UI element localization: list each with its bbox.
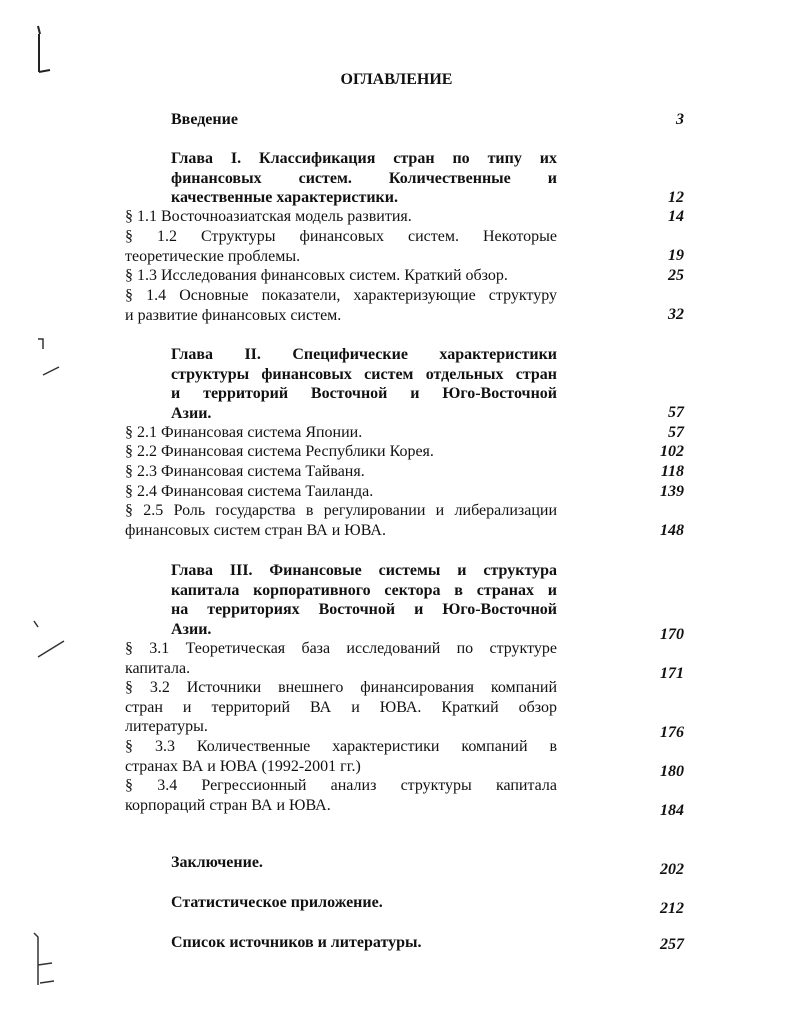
toc-section-2-4-page: 139	[660, 483, 684, 500]
toc-section-3-3-page: 180	[660, 763, 684, 780]
toc-section-3-3[interactable]: § 3.3 Количественные характеристики компаний в странах ВА и ЮВА (1992-2001 гг.)	[125, 738, 557, 775]
toc-section-1-2[interactable]: § 1.2 Структуры финансовых систем. Некоторые теоретические проблемы.	[125, 228, 557, 265]
toc-intro-page: 3	[676, 111, 684, 128]
toc-section-2-4[interactable]: § 2.4 Финансовая система Таиланда.	[125, 483, 374, 500]
toc-section-1-3[interactable]: § 1.3 Исследования финансовых систем. Краткий обзор.	[125, 267, 508, 284]
toc-chapter-2[interactable]: Глава II. Специфические характеристики структуры финансовых систем отдельных стран и территорий Восточной и Юго-Восточной Азии.	[171, 346, 557, 422]
toc-section-1-4[interactable]: § 1.4 Основные показатели, характеризующие структуру и развитие финансовых систем.	[125, 287, 557, 324]
toc-section-1-1-page: 14	[668, 208, 684, 225]
toc-section-1-1[interactable]: § 1.1 Восточноазиатская модель развития.	[125, 208, 412, 225]
toc-section-3-1[interactable]: § 3.1 Теоретическая база исследований по структуре капитала.	[125, 640, 557, 677]
toc-section-2-2[interactable]: § 2.2 Финансовая система Республики Корея.	[125, 443, 434, 460]
toc-section-2-5[interactable]: § 2.5 Роль государства в регулировании и либерализации финансовых систем стран ВА и ЮВА.	[125, 502, 557, 539]
toc-section-3-1-page: 171	[660, 665, 684, 682]
toc-section-3-4[interactable]: § 3.4 Регрессионный анализ структуры капитала корпораций стран ВА и ЮВА.	[125, 777, 557, 814]
toc-intro[interactable]: Введение	[171, 111, 238, 128]
toc-chapter-2-page: 57	[668, 404, 684, 421]
toc-section-2-2-page: 102	[660, 443, 684, 460]
toc-chapter-1-page: 12	[668, 189, 684, 206]
toc-appendix-page: 212	[660, 900, 684, 917]
toc-chapter-3[interactable]: Глава III. Финансовые системы и структура капитала корпоративного сектора в странах и на территориях Восточной и Юго-Восточной Азии.	[171, 562, 557, 638]
toc-section-2-3[interactable]: § 2.3 Финансовая система Тайваня.	[125, 463, 365, 480]
toc-section-2-1[interactable]: § 2.1 Финансовая система Японии.	[125, 424, 363, 441]
toc-chapter-3-page: 170	[660, 626, 684, 643]
toc-section-3-4-page: 184	[660, 802, 684, 819]
toc-sources[interactable]: Список источников и литературы.	[171, 934, 422, 951]
toc-section-1-2-page: 19	[668, 247, 684, 264]
toc-section-2-5-page: 148	[660, 522, 684, 539]
toc-section-1-4-page: 32	[668, 306, 684, 323]
toc-conclusion[interactable]: Заключение.	[171, 854, 263, 871]
toc-appendix[interactable]: Статистическое приложение.	[171, 894, 383, 911]
scan-mark-left-1	[35, 335, 70, 385]
toc-section-2-1-page: 57	[668, 424, 684, 441]
toc-section-1-3-page: 25	[668, 267, 684, 284]
toc-sources-page: 257	[660, 936, 684, 953]
toc-section-2-3-page: 118	[660, 463, 684, 480]
toc-section-3-2[interactable]: § 3.2 Источники внешнего финансирования компаний стран и территорий ВА и ЮВА. Краткий обзор литературы.	[125, 679, 557, 735]
scan-mark-left-2	[30, 615, 70, 665]
toc-conclusion-page: 202	[660, 861, 684, 878]
toc-chapter-1[interactable]: Глава I. Классификация стран по типу их финансовых систем. Количественные и качественные характеристики.	[171, 150, 557, 206]
toc-section-3-2-page: 176	[660, 724, 684, 741]
scan-mark-bottom-left	[28, 925, 68, 995]
page-title: ОГЛАВЛЕНИЕ	[340, 71, 453, 88]
